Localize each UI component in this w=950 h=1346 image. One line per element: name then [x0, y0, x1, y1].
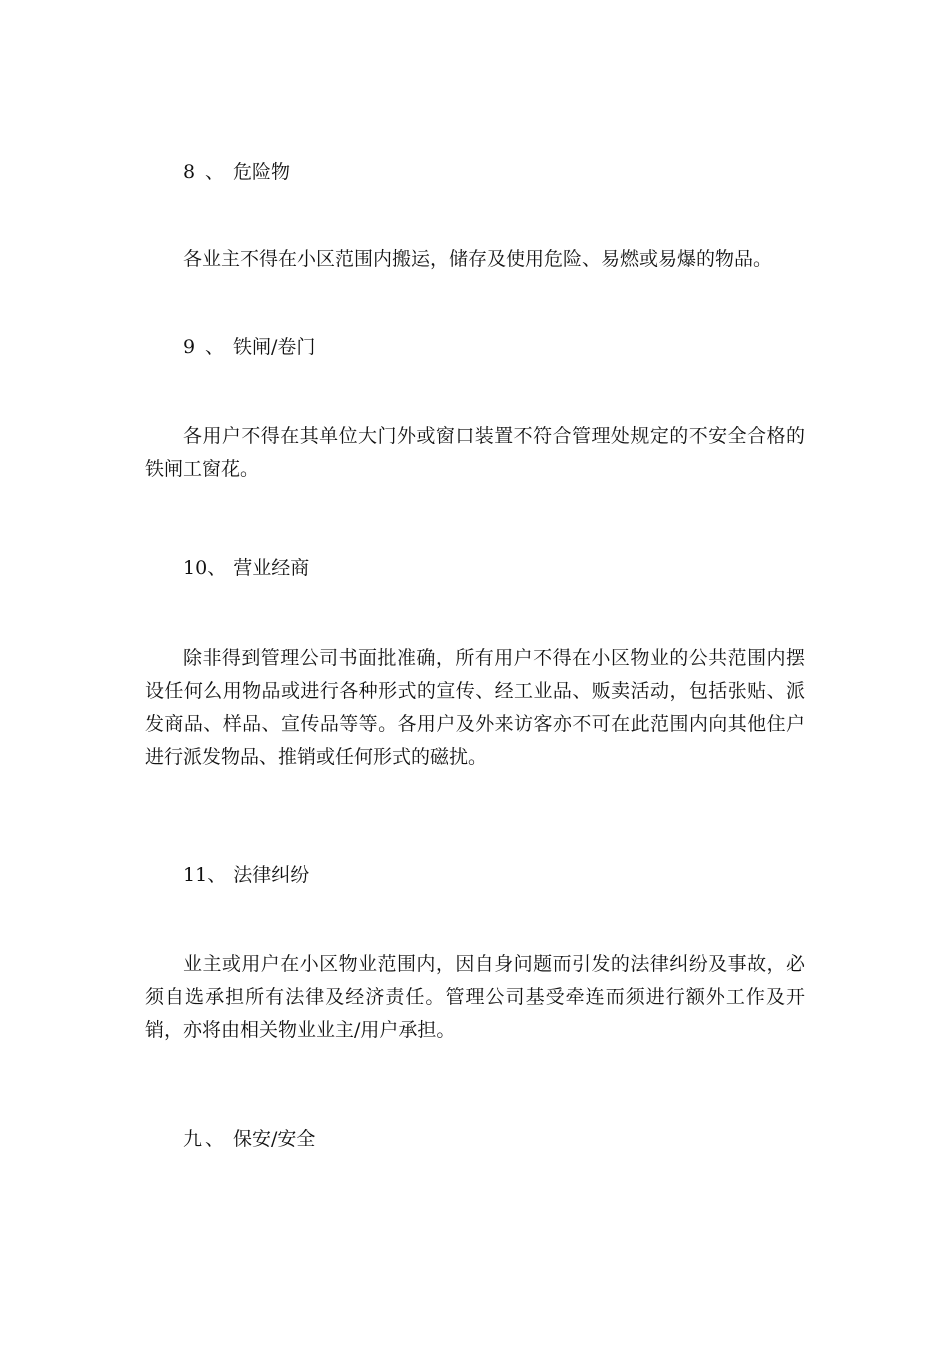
- section-heading: [183, 336, 315, 358]
- section-number: 11: [183, 864, 208, 886]
- section-title: 危险物: [233, 161, 291, 183]
- section-number: 9: [183, 336, 196, 358]
- section-separator: 、: [207, 557, 227, 579]
- section-body: 除非得到管理公司书面批准确，所有用户不得在小区物业的公共范围内摆设任何么用物品或进行各种形式的宣传、经工业品、贩卖活动，包括张贴、派发商品、样品、宣传品等等。各用户及外来访客亦不可在此范围内向其他住户进行派发物品、推销或任何形式的磁扰。: [145, 647, 805, 768]
- section-separator: 、: [205, 336, 225, 358]
- section-number: 8: [183, 161, 196, 183]
- section-body: 各业主不得在小区范围内搬运，储存及使用危险、易燃或易爆的物品。: [183, 248, 773, 270]
- section-separator: 、: [207, 864, 227, 886]
- section-heading: [183, 1128, 315, 1150]
- section-heading: [183, 557, 309, 579]
- section-title: 法律纠纷: [233, 864, 310, 886]
- section-title: 铁闸/卷门: [233, 336, 316, 358]
- section-number: 九: [183, 1128, 203, 1150]
- section-body: 业主或用户在小区物业范围内，因自身问题而引发的法律纠纷及事故，必须自选承担所有法律及经济责任。管理公司基受牵连而须进行额外工作及开销，亦将由相关物业业主/用户承担。: [145, 953, 805, 1041]
- section-body: 各用户不得在其单位大门外或窗口装置不符合管理处规定的不安全合格的铁闸工窗花。: [145, 425, 805, 480]
- section-separator: 、: [205, 1128, 225, 1150]
- section-heading: [183, 161, 290, 183]
- section-title: 营业经商: [233, 557, 310, 579]
- section-title: 保安/安全: [233, 1128, 316, 1150]
- section-heading: [183, 864, 309, 886]
- section-separator: 、: [205, 161, 225, 183]
- section-number: 10: [183, 557, 208, 579]
